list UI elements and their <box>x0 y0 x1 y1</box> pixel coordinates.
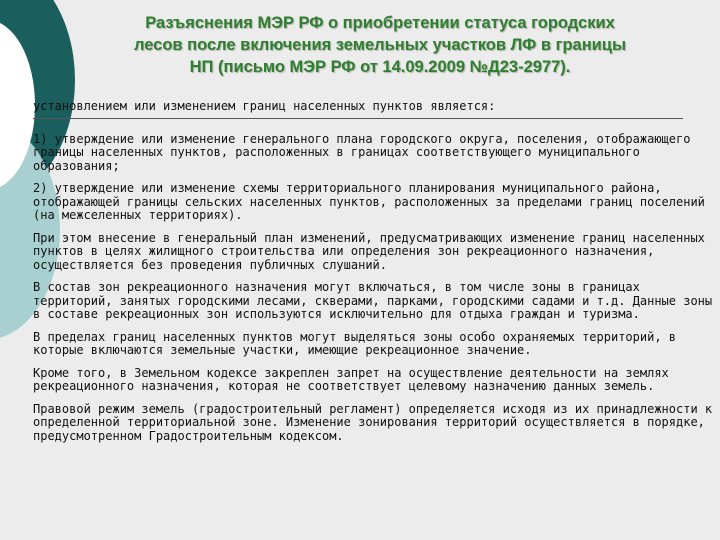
paragraph-6: Кроме того, в Земельном кодексе закреплен запрет на осуществление деятельности на землях рекреационного назначения, которая не соответствует целевому назначению данных земель. <box>33 365 669 393</box>
paragraph-7: Правовой режим земель (градостроительный регламент) определяется исходя из их принадлежности к определенной территориальной зоне. Изменение зонирования территорий осуществляется в порядке, предусмотренном Градостроительным кодексом. <box>33 401 713 443</box>
slide-body <box>33 100 713 452</box>
paragraph-4: В состав зон рекреационного назначения могут включаться, в том числе зоны в границах территорий, занятых городскими лесами, скверами, парками, городскими садами и т.д. Данные зоны в составе рекреационных зон используются исключительно для отдыха граждан и туризма. <box>33 280 713 321</box>
paragraph-5: В пределах границ населенных пунктов могут выделяться зоны особо охраняемых территорий, в которые включаются земельные участки, имеющие рекреационное значение. <box>33 329 676 357</box>
title-line-2: лесов после включения земельных участков ЛФ в границы <box>133 36 627 54</box>
title-line-1: Разъяснения МЭР РФ о приобретении статуса городских <box>145 14 615 32</box>
paragraph-1: 1) утверждение или изменение генерального плана городского округа, поселения, отображающего границы населенных пунктов, расположенных в границах соответствующего муниципального образования; <box>33 131 691 173</box>
title-line-3: НП (письмо МЭР РФ от 14.09.2009 №Д23-2977). <box>189 58 571 76</box>
slide-title <box>70 12 690 78</box>
paragraph-2: 2) утверждение или изменение схемы территориального планирования муниципального района, отображающей границы сельских населенных пунктов, расположенных за пределами границ поселений (на межселенных территориях). <box>33 181 705 222</box>
paragraph-3: При этом внесение в генеральный план изменений, предусматривающих изменение границ населенных пунктов в целях жилищного строительства или определения зон рекреационного назначения, осуществляется без проведения публичных слушаний. <box>33 230 705 272</box>
intro-text: установлением или изменением границ населенных пунктов является: <box>33 100 683 119</box>
